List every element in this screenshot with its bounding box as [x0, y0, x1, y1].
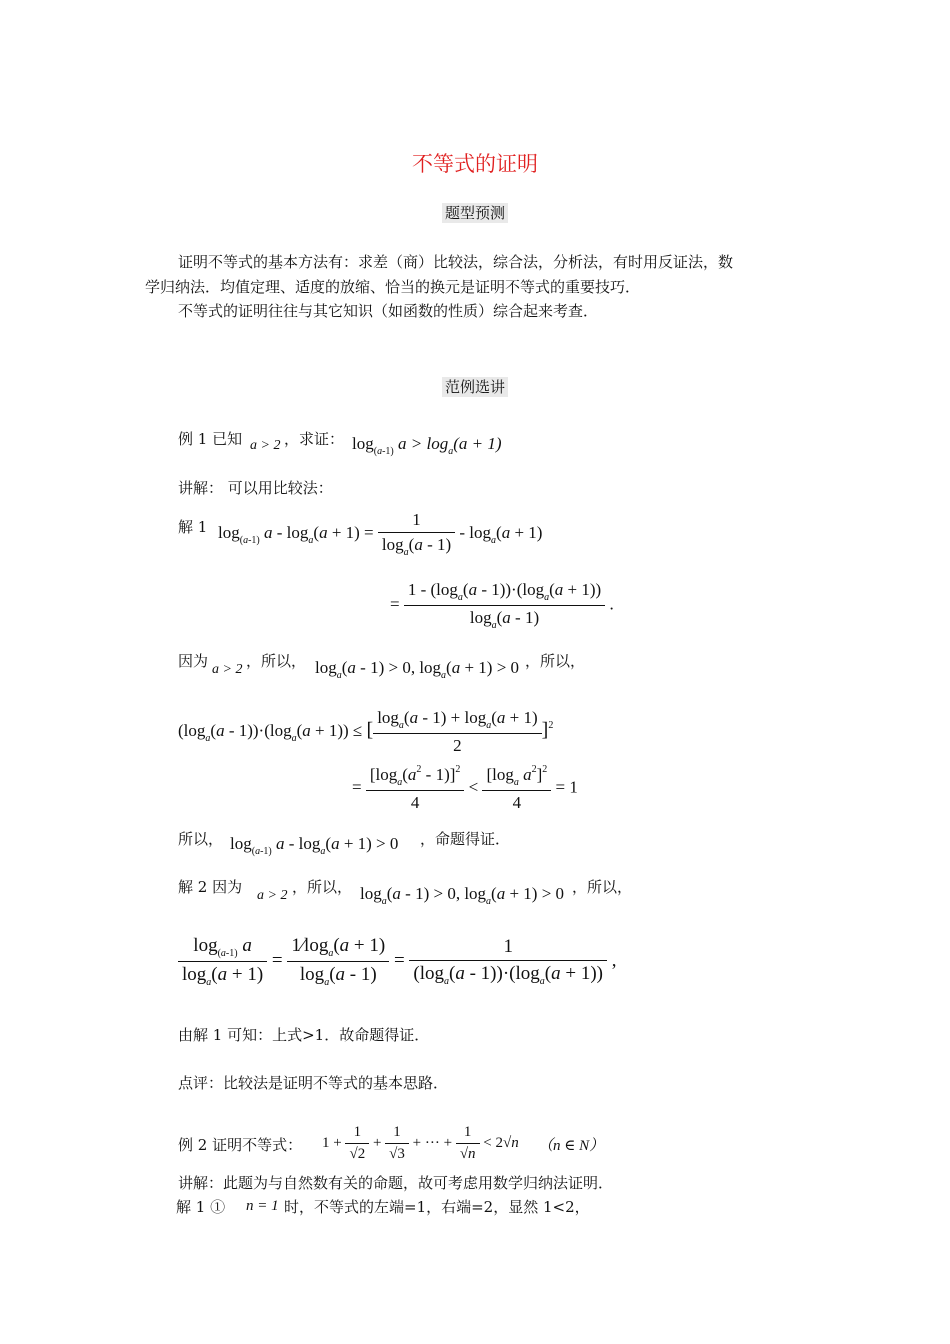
conclusion-expression: $\log_{(a-1)} a - \log_a(a + 1) > 0$: [230, 834, 399, 857]
page-title: 不等式的证明: [412, 152, 538, 176]
solution-2-label: 解 2 因为: [178, 878, 243, 896]
example-2-inequality: 1 + $\frac{1}{√2}$ + $\frac{1}{√3}$ + ··· + $\frac{1}{√n}$ < 2√n: [322, 1124, 519, 1162]
positivity-condition: $\log_a(a - 1) > 0$, $\log_a(a + 1) > 0$: [315, 658, 520, 681]
section-heading-2: 范例选讲: [0, 376, 950, 397]
example-2-explain: 讲解：此题为与自然数有关的命题，故可考虑用数学归纳法证明．: [178, 1174, 614, 1192]
solution-1-label: 解 1: [178, 518, 208, 536]
example-2-case: n = 1: [246, 1198, 279, 1214]
solution-2-so-2: ，所以，: [572, 878, 633, 896]
solution-1-line-1: $\log_{(a-1)} a - \log_a(a + 1)$ = $\frac{1}{\log_a(a - 1)}$ - $\log_a(a + 1)$: [218, 510, 543, 558]
intro-paragraph-1a: 证明不等式的基本方法有：求差（商）比较法，综合法，分析法，有时用反证法，数: [178, 253, 734, 271]
section-heading-1: 题型预测: [0, 202, 950, 223]
so-text: ，所以，: [246, 652, 307, 670]
example-1-label: 例 1 已知: [178, 430, 243, 448]
solution-2-positivity: $\log_a(a - 1) > 0$, $\log_a(a + 1) > 0$: [360, 884, 565, 907]
because-condition: a > 2: [212, 662, 243, 677]
example-2-solution-label: 解 1 ①: [176, 1198, 226, 1216]
conclusion-suffix: ，命题得证．: [420, 830, 511, 848]
solution-2-ratio: $\frac{\log_{(a-1)} a}{\log_a(a + 1)}$ = $\frac{1⁄\log_a(a + 1)}{\log_a(a - 1)}$ = $\frac{1}{(\log_a(a - 1))\cdot(\log_a(a + 1))}$ ,: [178, 935, 616, 988]
so-text-2: ，所以，: [525, 652, 586, 670]
solution-1-line-2: = $\frac{1 - (\log_a(a - 1))\cdot(\log_a(a + 1))}{\log_a(a - 1)}$ .: [390, 580, 614, 631]
example-2-case-text: 时，不等式的左端=1，右端=2，显然 1<2，: [284, 1198, 590, 1216]
intro-paragraph-2: 不等式的证明往往与其它知识（如函数的性质）综合起来考查．: [178, 302, 599, 320]
intro-paragraph-1b: 学归纳法．均值定理、适度的放缩、恰当的换元是证明不等式的重要技巧．: [145, 278, 641, 296]
am-gm-line-2: = $\frac{[\log_a(a^2 - 1)]^2}{4}$ < $\frac{[\log_a a^2]^2}{4}$ = 1: [352, 764, 578, 812]
am-gm-line-1: $(\log_a(a - 1))\cdot(\log_a(a + 1))$ ≤ [ $\frac{\log_a(a - 1) + \log_a(a + 1)}{2}$ ]$^2$: [178, 708, 554, 755]
example-2-label: 例 2 证明不等式：: [178, 1136, 303, 1154]
solution-2-condition: a > 2: [257, 888, 288, 903]
example-1-condition: a > 2: [250, 438, 281, 453]
example-2-condition: （n ∈ N）: [538, 1138, 605, 1154]
comment: 点评：比较法是证明不等式的基本思路．: [178, 1074, 449, 1092]
from-solution-1: 由解 1 可知：上式>1．故命题得证．: [178, 1026, 430, 1044]
example-1-explain: 讲解： 可以用比较法：: [178, 479, 333, 497]
because-text: 因为: [178, 652, 209, 670]
example-1-prove: ，求证：: [284, 430, 345, 448]
conclusion-prefix: 所以，: [178, 830, 224, 848]
solution-2-so: ，所以，: [292, 878, 353, 896]
example-1-claim: $\log_{(a-1)} a > \log_a(a + 1)$: [352, 434, 502, 457]
